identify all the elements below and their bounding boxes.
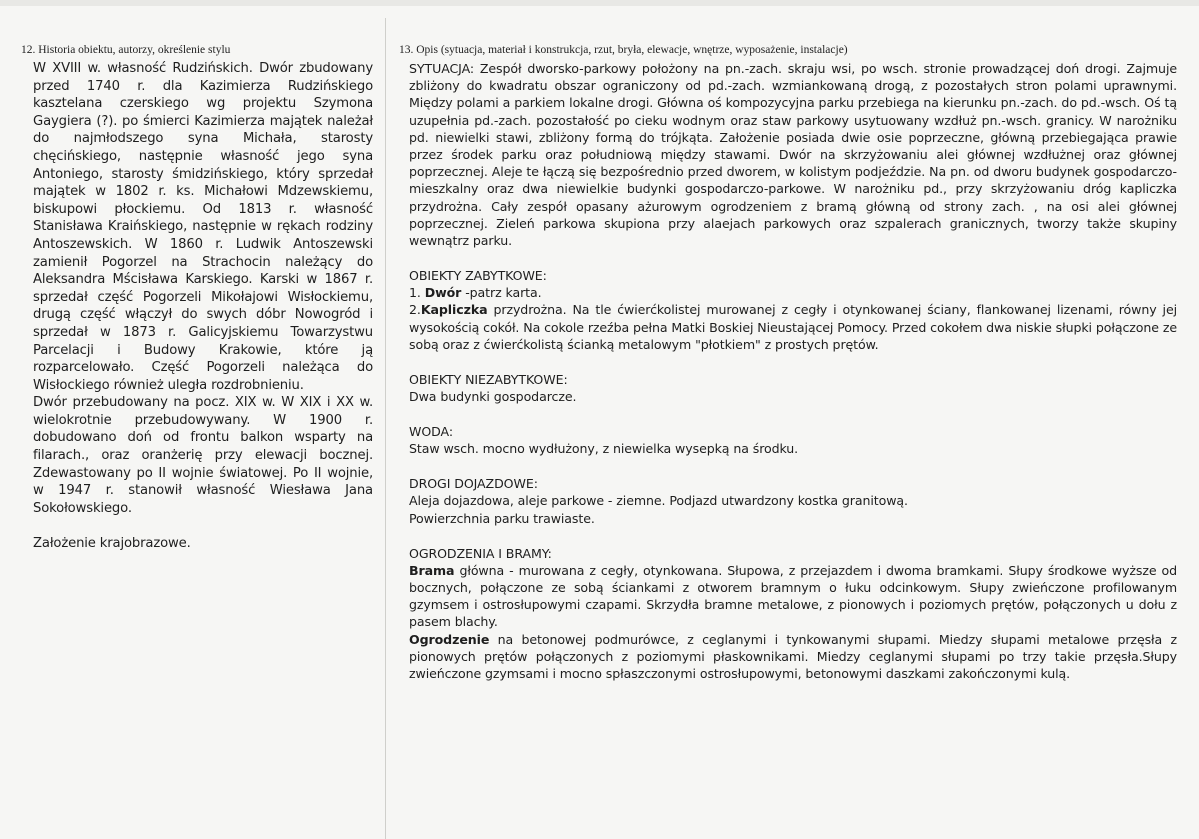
item-bold-name: Dwór bbox=[424, 285, 462, 301]
spacer bbox=[409, 353, 1177, 371]
spacer bbox=[409, 405, 1177, 423]
spacer bbox=[33, 517, 373, 535]
woda-text: Staw wsch. mocno wydłużony, z niewielka wysepką na środku. bbox=[409, 441, 799, 457]
description-body bbox=[409, 60, 1177, 682]
item-text: przydrożna. Na tle ćwierćkolistej murowanej z cegły i otynkowanej ściany, flankowanej lizenami, równy jej wysokością cokół. Na cokole rzeźba pełna Matki Boskiej Nieustającej Pomocy. Przed cokołem dwa niskie słupki połączone ze sobą oraz z ćwierćkolistą ścianką metalowym "płotkiem" z prostych prętów. bbox=[409, 302, 1177, 352]
item-number: 2. bbox=[409, 302, 421, 318]
drogi-text: Aleja dojazdowa, aleje parkowe - ziemne. Podjazd utwardzony kostka granitową. bbox=[409, 493, 908, 509]
niezabytkowe-title: OBIEKTY NIEZABYTKOWE: bbox=[409, 372, 568, 388]
ogrodzenie-text: na betonowej podmurówce, z ceglanymi i tynkowanymi słupami. Miedzy słupami metalowe przęsła z pionowych prętów połączonych z poziomymi płaskownikami. Miedzy ceglanymi słupami po trzy takie przęsła.Słupy zwieńczone gzymsami i mocno spłaszczonymi ostrosłupowymi, betonowymi daszkami zakończonymi kulą. bbox=[409, 631, 1177, 682]
brama-paragraph bbox=[409, 562, 1177, 631]
zabytkowe-item-1 bbox=[409, 284, 1177, 301]
history-paragraph: W XVIII w. własność Rudzińskich. Dwór zbudowany przed 1740 r. dla Kazimierza Rudzińskiego kasztelana czerskiego wg projektu Szymona Gaygiera (?). po śmierci Kazimierza majątek należał do najmłodszego syna Michała, starosty chęcińskiego, następnie własność jego syna Antoniego, starosty śmidzińskiego, który sprzedał majątek w 1802 r. ks. Michałowi Mdzewskiemu, biskupowi płockiemu. Od 1813 r. własność Stanisława Kraińskiego, następnie w rękach rodziny Antoszewskich. W 1860 r. Ludwik Antoszewski zamienił Pogorzel na Strachocin należący do Aleksandra Mścisława Karskiego. Karski w 1867 r. sprzedał część Pogorzeli Mikołajowi Wisłockiemu, drugą część włączył do swych dóbr Nowogród i sprzedał w 1873 r. Galicyjskiemu Towarzystwu Parcelacji i Budowy Krakowie, które ją rozparcelowało. Część Pogorzeli należąca do Wisłockiego również uległa rozdrobnieniu. bbox=[33, 61, 373, 393]
page-top-edge bbox=[0, 0, 1199, 6]
history-paragraph: Dwór przebudowany na pocz. XIX w. W XIX i XX w. wielokrotnie przebudowywany. W 1900 r. dobudowano doń od frontu balkon wsparty na filarach., oraz oranżerię przy elewacji bocznej. Zdewastowany po II wojnie światowej. Po II wojnie, w 1947 r. stanowił własność Wiesława Jana Sokołowskiego. bbox=[33, 395, 373, 516]
spacer bbox=[409, 457, 1177, 475]
ogrodzenia-title: OGRODZENIA I BRAMY: bbox=[409, 545, 552, 561]
sytuacja-paragraph: SYTUACJA: Zespół dworsko-parkowy położony na pn.-zach. skraju wsi, po wsch. stronie prowadzącej doń drogi. Zajmuje zbliżony do kwadratu obszar ograniczony od pd.-zach. wzmiankowaną drogą, z pozostałych stron polami uprawnymi. Między polami a parkiem lokalne drogi. Główna oś kompozycyjna parku przebiega na kierunku pn.-zach. do pd.-wsch. Oś tą uzupełnia pd.-zach. pozostałość po cieku wodnym oraz staw parkowy usytuowany wzdłuż pn.-wsch. granicy. W narożniku pd. niewielki stawi, zbliżony formą do trójkąta. Założenie posiada dwie osie poprzeczne, główną przebiegająca prawie przez środek parku oraz południową między stawami. Dwór na skrzyżowaniu alei głównej wzdłużnej oraz głównej poprzecznej. Aleje te łączą się bezpośrednio przed dworem, w kolistym podjeździe. Na pn. od dworu budynek gospodarczo-mieszkalny oraz dwa niewielkie budynki gospodarczo-parkowe. W narożniku pd., przy skrzyżowaniu dróg kapliczka przydrożna. Cały zespół opasany ażurowym ogrodzeniem z bramą główną od strony zach. , na osi alei głównej poprzecznej. Zieleń parkowa skupiona przy alaejach parkowych oraz szpalerach granicznych, tworzy także skupiny wewnątrz parku. bbox=[409, 61, 1177, 249]
drogi-title: DROGI DOJAZDOWE: bbox=[409, 476, 538, 492]
right-column-description bbox=[399, 44, 1177, 682]
woda-title: WODA: bbox=[409, 424, 453, 440]
ogrodzenie-paragraph bbox=[409, 631, 1177, 683]
history-paragraph: Założenie krajobrazowe. bbox=[33, 536, 191, 552]
item-text: -patrz karta. bbox=[461, 285, 542, 301]
left-column-history bbox=[21, 44, 373, 553]
ogrodzenie-bold: Ogrodzenie bbox=[409, 631, 490, 647]
drogi-text: Powierzchnia parku trawiaste. bbox=[409, 510, 595, 526]
description-heading: 13. Opis (sytuacja, materiał i konstrukcja, rzut, bryła, elewacje, wnętrze, wyposażenie, instalacje) bbox=[399, 44, 848, 56]
spacer bbox=[409, 527, 1177, 545]
brama-bold: Brama bbox=[409, 562, 455, 578]
spacer bbox=[409, 249, 1177, 267]
brama-text: główna - murowana z cegły, otynkowana. Słupowa, z przejazdem i dwoma bramkami. Słupy środkowe wyższe od bocznych, połączone ze sobą ściankami z otworem bramnym o łuku odcinkowym. Słupy zwieńczone profilowanym gzymsem i ostrosłupowymi czapami. Skrzydła bramne metalowe, z pionowych i poziomych prętów, połączonych u dołu z pasem blachy. bbox=[409, 562, 1177, 630]
history-heading: 12. Historia obiektu, autorzy, określenie stylu bbox=[21, 44, 231, 56]
item-bold-name: Kapliczka bbox=[420, 302, 488, 318]
zabytkowe-title: OBIEKTY ZABYTKOWE: bbox=[409, 268, 547, 284]
niezabytkowe-text: Dwa budynki gospodarcze. bbox=[409, 389, 577, 405]
history-body bbox=[33, 60, 373, 553]
zabytkowe-item-2 bbox=[409, 301, 1177, 353]
column-divider bbox=[385, 18, 386, 839]
item-number: 1. bbox=[409, 285, 421, 301]
